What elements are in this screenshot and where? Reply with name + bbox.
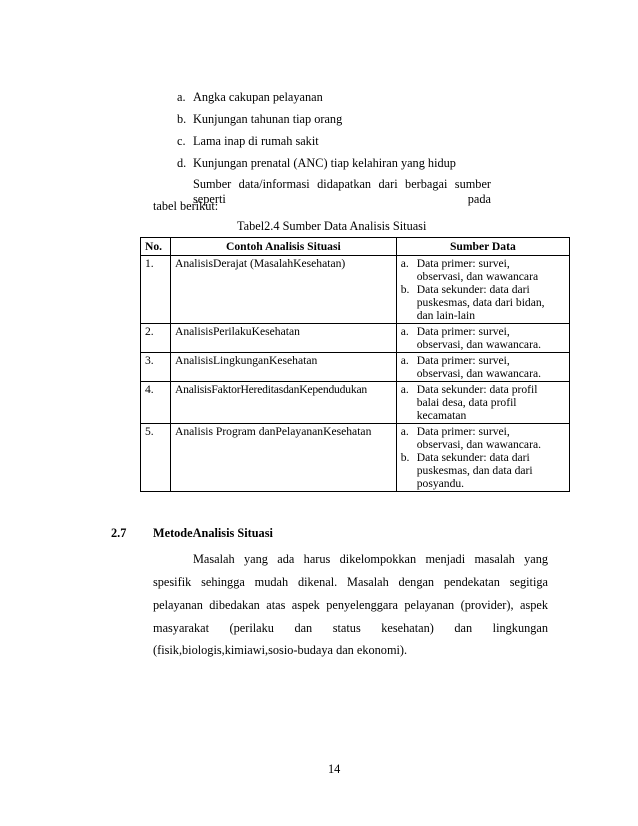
paragraph-line-1: Masalah yang ada harus dikelompokkan menjadi masalah yang: [193, 552, 548, 566]
section-number: 2.7: [111, 526, 127, 540]
source-line: dan lain-lain: [416, 309, 476, 322]
list-item: [177, 90, 323, 105]
header-no: No.: [141, 238, 171, 256]
cell-example: AnalisisDerajat (MasalahKesehatan): [170, 256, 396, 324]
cell-example: Analisis Program danPelayananKesehatan: [170, 424, 396, 492]
table-caption: Tabel2.4 Sumber Data Analisis Situasi: [237, 219, 427, 233]
paragraph-line-5: (fisik,biologis,kimiawi,sosio-budaya dan ekonomi).: [153, 643, 408, 657]
source-line: balai desa, data profil: [416, 396, 517, 409]
list-item: [177, 134, 319, 149]
source-line: Data primer: survei,: [416, 425, 510, 438]
source-data-table: [140, 237, 570, 492]
source-label: a.: [400, 354, 409, 367]
source-line: Data sekunder: data profil: [416, 383, 538, 396]
table-header-row: [141, 238, 570, 256]
cell-no: 2.: [141, 324, 171, 353]
cell-no: 3.: [141, 353, 171, 382]
cell-no: 5.: [141, 424, 171, 492]
cell-no: 4.: [141, 382, 171, 424]
table-row: [141, 382, 570, 424]
list-label: c.: [177, 134, 186, 148]
table-row: [141, 256, 570, 324]
cell-no: 1.: [141, 256, 171, 324]
table-row: [141, 353, 570, 382]
paragraph-line-4: masyarakat (perilaku dan status kesehatan) dan lingkungan: [153, 621, 548, 635]
source-line: puskesmas, dan data dari: [416, 464, 533, 477]
source-line: Data primer: survei,: [416, 257, 510, 270]
paragraph-line-2: spesifik sehingga mudah dikenal. Masalah dengan pendekatan segitiga: [153, 575, 548, 589]
source-line: Data sekunder: data dari: [416, 451, 530, 464]
source-line: Data primer: survei,: [416, 354, 510, 367]
source-line: Data primer: survei,: [416, 325, 510, 338]
source-label: b.: [400, 283, 410, 296]
header-example: Contoh Analisis Situasi: [170, 238, 396, 256]
source-label: a.: [400, 325, 409, 338]
source-line: observasi, dan wawancara: [416, 270, 539, 283]
intro-line-1: Sumber data/informasi didapatkan dari berbagai sumber seperti pada: [193, 177, 491, 206]
list-label: b.: [177, 112, 187, 126]
cell-example: AnalisisLingkunganKesehatan: [170, 353, 396, 382]
cell-source: [396, 424, 569, 492]
source-label: a.: [400, 257, 409, 270]
header-source: Sumber Data: [396, 238, 569, 256]
list-item: [177, 112, 342, 127]
source-line: posyandu.: [416, 477, 465, 490]
source-label: a.: [400, 383, 409, 396]
source-line: kecamatan: [416, 409, 467, 422]
source-line: Data sekunder: data dari: [416, 283, 530, 296]
cell-example: AnalisisFaktorHereditasdanKependudukan: [170, 382, 396, 424]
cell-source: [396, 382, 569, 424]
source-line: observasi, dan wawancara.: [416, 367, 541, 380]
list-text: Lama inap di rumah sakit: [193, 134, 319, 148]
paragraph-line-3: pelayanan dibedakan atas aspek penyelenggara pelayanan (provider), aspek: [153, 598, 548, 612]
list-label: a.: [177, 90, 186, 104]
source-label: b.: [400, 451, 410, 464]
source-line: puskesmas, data dari bidan,: [416, 296, 545, 309]
cell-source: [396, 324, 569, 353]
source-label: a.: [400, 425, 409, 438]
intro-line-2: tabel berikut:: [153, 199, 219, 213]
list-label: d.: [177, 156, 187, 170]
cell-example: AnalisisPerilakuKesehatan: [170, 324, 396, 353]
list-item: [177, 156, 456, 171]
page-number: 14: [328, 762, 341, 776]
source-line: observasi, dan wawancara.: [416, 338, 541, 351]
list-text: Kunjungan prenatal (ANC) tiap kelahiran yang hidup: [193, 156, 456, 170]
section-title: MetodeAnalisis Situasi: [153, 526, 273, 540]
list-text: Angka cakupan pelayanan: [193, 90, 323, 104]
cell-source: [396, 256, 569, 324]
table-row: [141, 424, 570, 492]
cell-source: [396, 353, 569, 382]
list-text: Kunjungan tahunan tiap orang: [193, 112, 343, 126]
table-row: [141, 324, 570, 353]
source-line: observasi, dan wawancara.: [416, 438, 541, 451]
